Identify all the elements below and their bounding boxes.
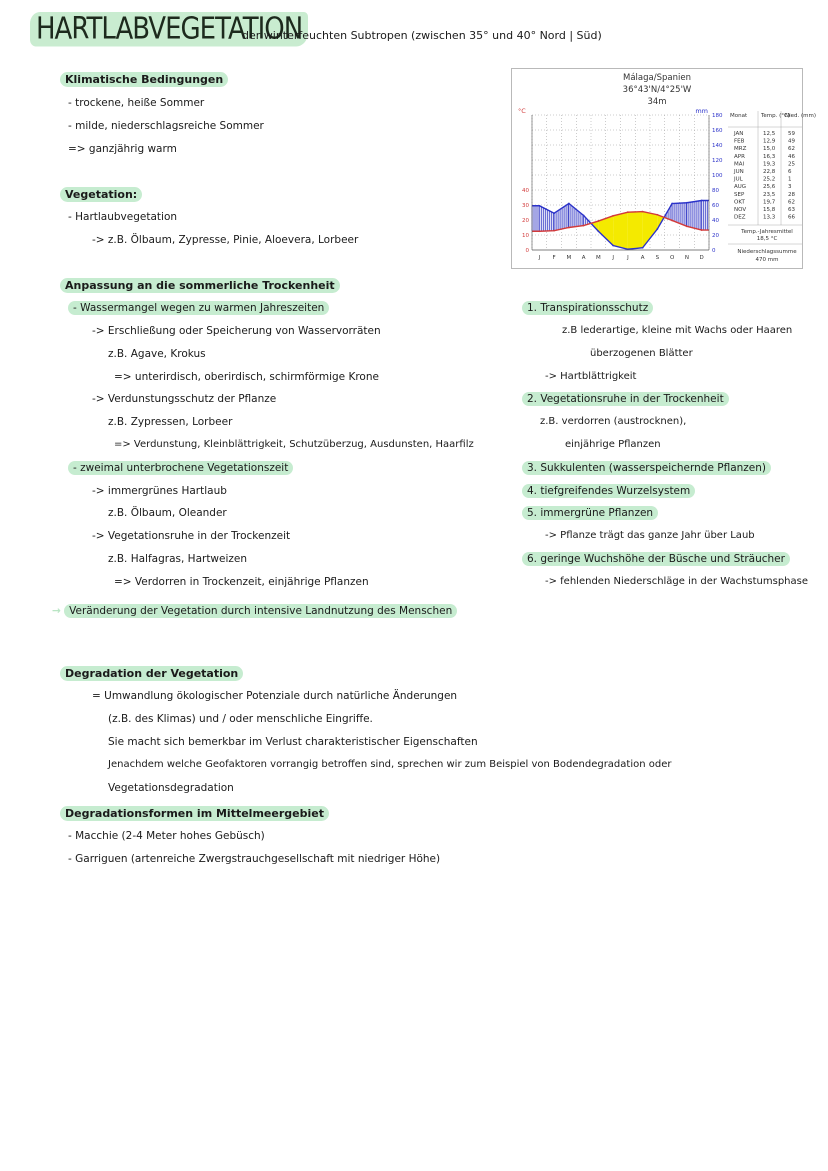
month-tick-label: J bbox=[627, 255, 629, 261]
schutz-line: 6. geringe Wuchshöhe der Büsche und Sträucher bbox=[522, 553, 790, 565]
table-precip-cell: 1 bbox=[788, 176, 792, 183]
page-title: HARTLABVEGETATION bbox=[30, 12, 308, 47]
anpassung-line: z.B. Ölbaum, Oleander bbox=[108, 507, 227, 519]
precip-point bbox=[553, 212, 555, 214]
temp-point bbox=[642, 211, 644, 213]
precip-tick-label: 180 bbox=[712, 113, 723, 119]
month-tick-label: M bbox=[566, 255, 572, 261]
month-tick-label: O bbox=[669, 255, 675, 261]
degradation-line: = Umwandlung ökologischer Potenziale durch natürliche Änderungen bbox=[92, 690, 458, 702]
precip-point bbox=[568, 203, 570, 205]
table-temp-cell: 12,9 bbox=[763, 138, 776, 145]
table-month-cell: AUG bbox=[734, 184, 747, 191]
climate-chart bbox=[511, 68, 817, 269]
table-month-cell: MAI bbox=[734, 161, 745, 168]
klima-item: => ganzjährig warm bbox=[68, 143, 177, 155]
vegetation-heading: Vegetation: bbox=[60, 188, 142, 201]
vegetation-example: -> z.B. Ölbaum, Zypresse, Pinie, Aloevera, Lorbeer bbox=[92, 234, 359, 246]
degradation-line: Sie macht sich bemerkbar im Verlust charakteristischer Eigenschaften bbox=[108, 736, 478, 748]
precip-point bbox=[656, 228, 658, 230]
precip-unit-label: mm bbox=[695, 107, 708, 115]
degradation-line: Jenachdem welche Geofaktoren vorrangig betroffen sind, sprechen wir zum Beispiel von Bodendegradation oder bbox=[108, 759, 672, 770]
chart-elevation: 34m bbox=[647, 97, 667, 107]
anpassung-line: => Verdorren in Trockenzeit, einjährige Pflanzen bbox=[114, 576, 369, 588]
precip-tick-label: 160 bbox=[712, 128, 723, 134]
table-precip-cell: 66 bbox=[788, 214, 795, 221]
table-month-cell: DEZ bbox=[734, 214, 746, 221]
table-temp-cell: 13,3 bbox=[763, 214, 776, 221]
table-month-cell: JAN bbox=[734, 131, 744, 137]
precip-tick-label: 40 bbox=[712, 218, 719, 224]
page-subtitle: der winterfeuchten Subtropen (zwischen 35° und 40° Nord | Süd) bbox=[242, 29, 602, 42]
table-header-precip: Nied. (mm) bbox=[785, 113, 817, 119]
table-month-cell: NOV bbox=[734, 207, 747, 213]
degradation-form: - Macchie (2-4 Meter hohes Gebüsch) bbox=[68, 830, 265, 842]
schutz-line: überzogenen Blätter bbox=[590, 348, 693, 359]
chart-title: Málaga/Spanien bbox=[623, 73, 691, 83]
temp-point bbox=[553, 230, 555, 232]
annual-temp-value: 18,5 °C bbox=[756, 236, 778, 242]
table-precip-cell: 49 bbox=[788, 138, 795, 145]
month-tick-label: A bbox=[640, 255, 645, 261]
table-precip-cell: 28 bbox=[788, 191, 795, 198]
temp-point bbox=[538, 230, 540, 232]
anpassung-line: -> Vegetationsruhe in der Trockenzeit bbox=[92, 530, 291, 542]
table-temp-cell: 16,3 bbox=[763, 153, 776, 160]
precip-tick-label: 120 bbox=[712, 158, 723, 164]
table-precip-cell: 63 bbox=[788, 207, 795, 213]
precip-tick-label: 60 bbox=[712, 203, 719, 209]
table-header-temp: Temp. (°C) bbox=[761, 113, 791, 119]
precip-tick-label: 100 bbox=[712, 173, 723, 179]
precip-point bbox=[701, 200, 703, 202]
vegetation-item: - Hartlaubvegetation bbox=[68, 211, 178, 223]
precip-tick-label: 80 bbox=[712, 188, 719, 194]
temp-point bbox=[701, 229, 703, 231]
table-temp-cell: 15,8 bbox=[763, 207, 776, 213]
anpassung-line: => Verdunstung, Kleinblättrigkeit, Schutzüberzug, Ausdunsten, Haarfilz bbox=[114, 439, 474, 450]
table-precip-cell: 3 bbox=[788, 184, 792, 191]
schutz-line: einjährige Pflanzen bbox=[565, 439, 661, 450]
table-month-cell: MRZ bbox=[734, 146, 747, 153]
temp-point bbox=[686, 225, 688, 227]
schutz-line: 3. Sukkulenten (wasserspeichernde Pflanzen) bbox=[522, 462, 771, 474]
table-precip-cell: 46 bbox=[788, 153, 795, 160]
degradation-form: - Garriguen (artenreiche Zwergstrauchgesellschaft mit niedriger Höhe) bbox=[68, 853, 441, 865]
temp-point bbox=[583, 225, 585, 227]
month-tick-label: J bbox=[612, 255, 614, 261]
temp-tick-label: 10 bbox=[522, 233, 529, 239]
temp-point bbox=[612, 215, 614, 217]
anpassung-line: - zweimal unterbrochene Vegetationszeit bbox=[68, 462, 293, 474]
schutz-line: 5. immergrüne Pflanzen bbox=[522, 507, 658, 519]
arid-area bbox=[643, 212, 658, 248]
klima-heading: Klimatische Bedingungen bbox=[60, 73, 228, 86]
temp-tick-label: 0 bbox=[525, 248, 529, 254]
temp-point bbox=[597, 220, 599, 222]
table-precip-cell: 25 bbox=[788, 161, 795, 168]
table-precip-cell: 6 bbox=[788, 169, 792, 175]
table-precip-cell: 62 bbox=[788, 146, 795, 153]
temp-unit-label: °C bbox=[518, 107, 526, 115]
precip-tick-label: 0 bbox=[712, 248, 716, 254]
month-tick-label: A bbox=[581, 255, 586, 261]
precip-point bbox=[597, 230, 599, 232]
precip-point bbox=[671, 203, 673, 205]
anpassung-line: - Wassermangel wegen zu warmen Jahreszeiten bbox=[68, 302, 329, 314]
anpassung-line: z.B. Zypressen, Lorbeer bbox=[108, 416, 233, 428]
anpassung-line: z.B. Halfagras, Hartweizen bbox=[108, 553, 248, 565]
chart-coords: 36°43'N/4°25'W bbox=[622, 85, 692, 95]
temp-tick-label: 40 bbox=[522, 188, 529, 194]
schutz-line: 2. Vegetationsruhe in der Trockenheit bbox=[522, 393, 729, 405]
month-tick-label: F bbox=[552, 255, 556, 261]
arid-area bbox=[628, 212, 643, 250]
precip-point bbox=[612, 245, 614, 247]
klima-item: - milde, niederschlagsreiche Sommer bbox=[68, 120, 264, 132]
degradation-line: (z.B. des Klimas) und / oder menschliche Eingriffe. bbox=[108, 713, 373, 725]
precip-tick-label: 20 bbox=[712, 233, 719, 239]
table-temp-cell: 19,7 bbox=[763, 199, 776, 206]
annual-precip-label: Niederschlagssumme bbox=[737, 249, 797, 255]
schutz-line: -> fehlenden Niederschläge in der Wachstumsphase bbox=[545, 576, 809, 587]
klima-item: - trockene, heiße Sommer bbox=[68, 97, 205, 109]
anpassung-line: => unterirdisch, oberirdisch, schirmförmige Krone bbox=[114, 371, 379, 383]
temp-tick-label: 30 bbox=[522, 203, 529, 209]
table-precip-cell: 62 bbox=[788, 199, 795, 206]
table-temp-cell: 19,3 bbox=[763, 161, 776, 168]
precip-point bbox=[538, 205, 540, 207]
anpassung-line: -> immergrünes Hartlaub bbox=[92, 485, 227, 497]
table-temp-cell: 15,0 bbox=[763, 146, 776, 153]
month-tick-label: J bbox=[538, 255, 541, 261]
schutz-line: 4. tiefgreifendes Wurzelsystem bbox=[522, 485, 695, 497]
degradation-line: Vegetationsdegradation bbox=[108, 782, 234, 794]
month-tick-label: D bbox=[699, 255, 704, 261]
month-tick-label: M bbox=[596, 255, 601, 261]
temp-point bbox=[627, 211, 629, 213]
month-tick-label: S bbox=[655, 255, 660, 261]
annual-precip-value: 470 mm bbox=[755, 257, 779, 263]
month-tick-label: N bbox=[684, 255, 689, 261]
precip-tick-label: 140 bbox=[712, 143, 723, 149]
table-month-cell: FEB bbox=[734, 138, 745, 145]
anpassung-line: z.B. Agave, Krokus bbox=[108, 348, 206, 360]
table-month-cell: SEP bbox=[734, 191, 745, 198]
anpassung-line: -> Verdunstungsschutz der Pflanze bbox=[92, 393, 277, 405]
annual-temp-label: Temp.-Jahresmittel bbox=[741, 229, 793, 235]
table-month-cell: APR bbox=[734, 153, 745, 160]
temp-tick-label: 20 bbox=[522, 218, 529, 224]
table-temp-cell: 22,8 bbox=[763, 169, 776, 175]
precip-point bbox=[642, 247, 644, 249]
arid-area bbox=[613, 212, 628, 249]
table-temp-cell: 23,5 bbox=[763, 191, 776, 198]
precip-point bbox=[686, 202, 688, 204]
arrow-icon: → bbox=[52, 605, 61, 617]
temp-point bbox=[656, 214, 658, 216]
schutz-line: 1. Transpirationsschutz bbox=[522, 302, 653, 314]
temp-point bbox=[671, 220, 673, 222]
degradation-heading: Degradation der Vegetation bbox=[60, 667, 243, 680]
precip-point bbox=[583, 215, 585, 217]
anpassung-line: -> Erschließung oder Speicherung von Wasservorräten bbox=[92, 325, 381, 337]
table-precip-cell: 59 bbox=[788, 131, 795, 137]
table-month-cell: JUL bbox=[734, 176, 743, 183]
table-month-cell: JUN bbox=[734, 169, 744, 175]
schutz-line: -> Pflanze trägt das ganze Jahr über Laub bbox=[545, 530, 755, 541]
schutz-line: z.B. verdorren (austrocknen), bbox=[540, 416, 687, 427]
anpassung-conclusion: → Veränderung der Vegetation durch intensive Landnutzung des Menschen bbox=[52, 605, 457, 617]
schutz-line: z.B lederartige, kleine mit Wachs oder Haaren bbox=[562, 325, 793, 336]
table-temp-cell: 12,5 bbox=[763, 131, 776, 137]
table-month-cell: OKT bbox=[734, 199, 745, 206]
schutz-line: -> Hartblättrigkeit bbox=[545, 371, 637, 382]
table-temp-cell: 25,6 bbox=[763, 184, 776, 191]
table-header-month: Monat bbox=[730, 113, 748, 119]
table-temp-cell: 25,2 bbox=[763, 176, 776, 183]
temp-point bbox=[568, 227, 570, 229]
degradation-forms-heading: Degradationsformen im Mittelmeergebiet bbox=[60, 807, 329, 820]
anpassung-heading: Anpassung an die sommerliche Trockenheit bbox=[60, 279, 340, 292]
